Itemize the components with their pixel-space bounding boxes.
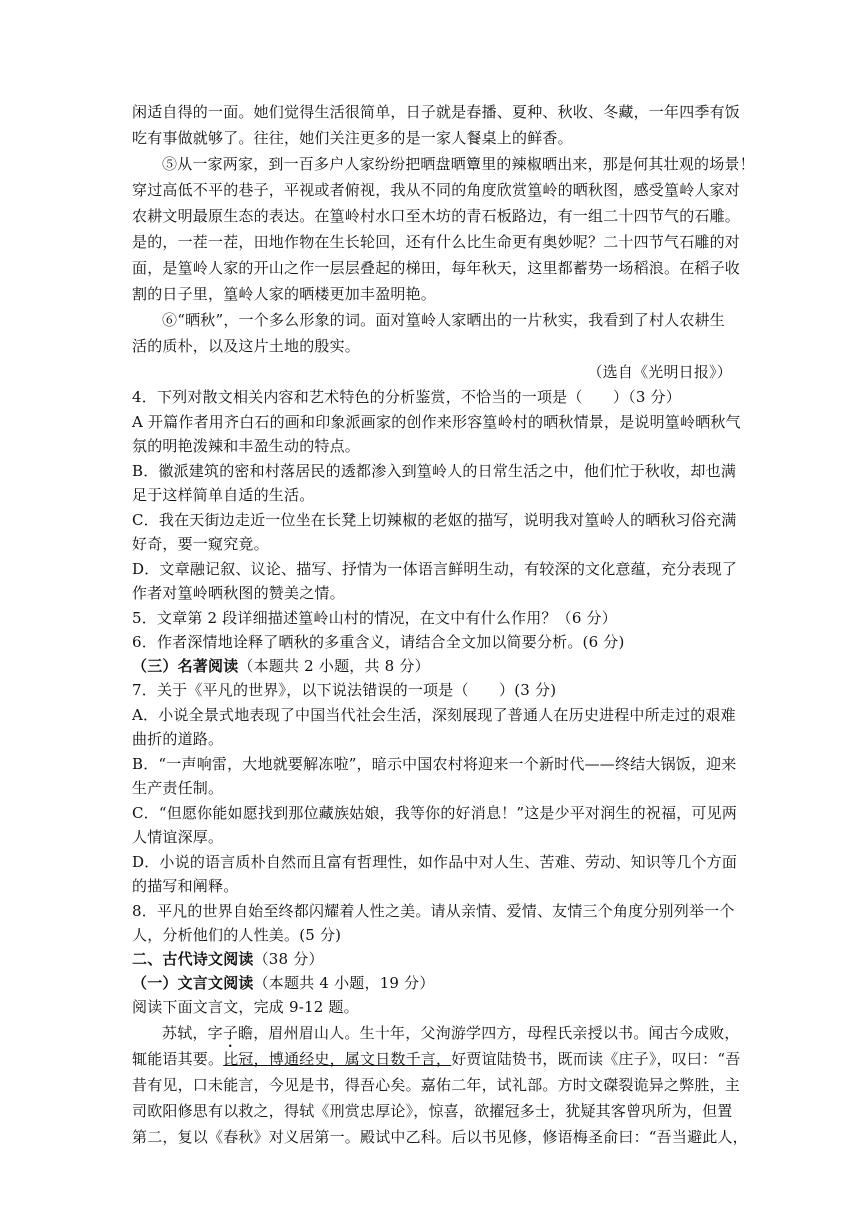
section-3-note: （本题共 2 小题，共 8 分）: [238, 657, 430, 675]
part-2-heading: [132, 948, 732, 970]
classical-line: 司欧阳修思有以救之，得轼《刑赏忠厚论》，惊喜，欲擢冠多士，犹疑其客曾巩所为，但置: [132, 1102, 733, 1120]
question-7-option-d: D．小说的语言质朴自然而且富有哲理性，如作品中对人生、苦难、劳动、知识等几个方面: [132, 853, 738, 871]
question-6: 6．作者深情地诠释了晒秋的多重含义，请结合全文加以简要分析。(6 分): [132, 633, 625, 651]
classical-line: 昔有见，口未能言，今见是书，得吾心矣。嘉佑二年，试礼部。方时文磔裂诡异之弊胜，主: [132, 1076, 741, 1094]
question-4-option-a: A 开篇作者用齐白石的画和印象派画家的创作来形容篁岭村的晒秋情景，是说明篁岭晒秋气: [132, 413, 741, 431]
question-7-option-b: B．“一声响雷，大地就要解冻啦”，暗示中国农村将迎来一个新时代——终结大锅饭，迎来: [132, 755, 737, 773]
question-7-option-d: 的描写和阐释。: [132, 877, 239, 895]
paragraph-5-line: 穿过高低不平的巷子，平视或者俯视，我从不同的角度欣赏篁岭的晒秋图，感受篁岭人家对: [132, 181, 741, 199]
classical-text: 瞻，眉州眉山人。生十年，父洵游学四方，母程氏亲授以书。闻古今成败，: [238, 1024, 740, 1042]
question-4-stem: 4．下列对散文相关内容和艺术特色的分析鉴赏，不恰当的一项是（ ）（3 分）: [132, 388, 681, 406]
question-5: 5．文章第 2 段详细描述篁岭山村的情况，在文中有什么作用？（6 分）: [132, 609, 617, 627]
question-8: 8．平凡的世界自始至终都闪耀着人性之美。请从亲情、爱情、友情三个角度分别列举一个: [132, 902, 735, 920]
question-7-option-a: A．小说全景式地表现了中国当代社会生活，深刻展现了普通人在历史进程中所走过的艰难: [132, 706, 736, 724]
classical-line: [162, 1022, 762, 1051]
question-7-option-c: 人情谊深厚。: [132, 828, 224, 846]
section-1-note: （本题共 4 小题，19 分）: [253, 974, 435, 992]
question-4-option-c: 好奇，要一窥究竟。: [132, 535, 269, 553]
classical-text: 苏轼，字: [162, 1024, 223, 1042]
question-4-option-c: C．我在天街边走近一位坐在长凳上切辣椒的老妪的描写，说明我对篁岭人的晒秋习俗充满: [132, 511, 737, 529]
question-8: 人，分析他们的人性美。(5 分): [132, 926, 342, 944]
question-4-option-a: 氛的明艳泼辣和丰盈生动的特点。: [132, 437, 361, 455]
question-4-option-d: 作者对篁岭晒秋图的赞美之情。: [132, 584, 345, 602]
section-3-heading: [132, 655, 732, 677]
essay-source: （选自《光明日报》）: [587, 363, 732, 381]
part-2-title: 二、古代诗文阅读: [132, 950, 254, 968]
classical-line: 第二，复以《春秋》对义居第一。殿试中乙科。后以书见修，修语梅圣俞曰：“吾当避此人，: [132, 1128, 748, 1146]
emphasis-char: 子: [222, 1024, 239, 1042]
essay-line: 吃有事做就够了。往往，她们关注更多的是一家人餐桌上的鲜香。: [132, 129, 573, 147]
paragraph-5-line: 农耕文明最原生态的表达。在篁岭村水口至木坊的青石板路边，有一组二十四节气的石雕。: [132, 207, 741, 225]
paragraph-5-line: ⑤从一家两家，到一百多户人家纷纷把晒盘晒簟里的辣椒晒出来，那是何其壮观的场景！: [162, 155, 755, 173]
essay-line: 闲适自得的一面。她们觉得生活很简单，日子就是春播、夏种、秋收、冬藏，一年四季有饭: [132, 103, 741, 121]
classical-text: 好贾谊陆贽书，既而读《庄子》，叹曰：“吾: [451, 1050, 741, 1068]
section-3-title: （三）名著阅读: [132, 657, 239, 675]
part-2-note: （38 分）: [253, 950, 324, 968]
section-1-heading: [132, 972, 732, 994]
question-7-option-a: 曲折的道路。: [132, 730, 224, 748]
paragraph-5-line: 是的，一茬一茬，田地作物在生长轮回，还有什么比生命更有奥妙呢？二十四节气石雕的对: [132, 233, 741, 251]
question-7-option-b: 生产责任制。: [132, 779, 224, 797]
classical-line: [132, 1048, 741, 1070]
paragraph-6-line: 活的质朴，以及这片土地的殷实。: [132, 337, 361, 355]
paragraph-6-line: ⑥“晒秋”，一个多么形象的词。面对篁岭人家晒出的一片秋实，我看到了村人农耕生: [162, 311, 725, 329]
underlined-sentence: 比冠，博通经史，属文日数千言，: [223, 1050, 452, 1068]
question-4-option-b: 足于这样简单自适的生活。: [132, 486, 315, 504]
question-4-option-d: D．文章融记叙、议论、描写、抒情为一体语言鲜明生动，有较深的文化意蕴，充分表现了: [132, 560, 738, 578]
question-4-option-b: B．徽派建筑的密和村落居民的透都渗入到篁岭人的日常生活之中，他们忙于秋收，却也满: [132, 462, 737, 480]
section-1-title: （一）文言文阅读: [132, 974, 254, 992]
paragraph-5-line: 面，是篁岭人家的开山之作一层层叠起的梯田，每年秋天，这里都蓄势一场稻浪。在稻子收: [132, 259, 741, 277]
classical-text: 辄能语其要。: [132, 1050, 224, 1068]
reading-instruction: 阅读下面文言文，完成 9-12 题。: [132, 998, 359, 1016]
question-7-stem: 7．关于《平凡的世界》，以下说法错误的一项是（ ）(3 分): [132, 681, 557, 699]
paragraph-5-line: 割的日子里，篁岭人家的晒楼更加丰盈明艳。: [132, 285, 437, 303]
question-7-option-c: C．“但愿你能如愿找到那位藏族姑娘，我等你的好消息！”这是少平对润生的祝福，可见两: [132, 804, 738, 822]
